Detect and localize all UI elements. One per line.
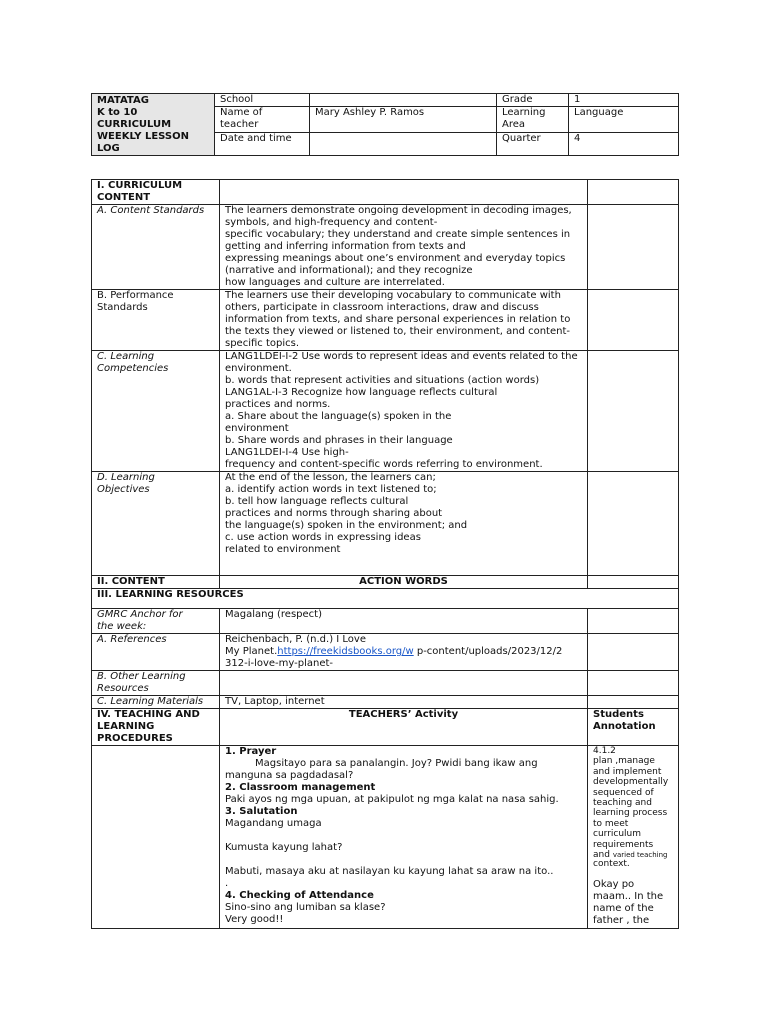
gmrc-value: Magalang (respect) <box>220 609 588 634</box>
curriculum-heading: I. CURRICULUM CONTENT <box>92 180 220 205</box>
teacher-value: Mary Ashley P. Ramos <box>310 107 497 133</box>
performance-standards-text: The learners use their developing vocabulary to communicate with others, participate in classroom interactions, draw and discuss information from texts, and share personal experiences in relation to the texts they viewed or listened to, their environment, and content- specific topics. <box>220 290 588 351</box>
resources-heading: III. LEARNING RESOURCES <box>92 589 679 609</box>
grade-label: Grade <box>497 94 569 107</box>
learning-area-value: Language <box>569 107 679 133</box>
objectives-label: D. Learning Objectives <box>92 472 220 576</box>
students-annotation-heading: Students Annotation <box>588 709 679 746</box>
content-heading: II. CONTENT <box>92 576 220 589</box>
content-value: ACTION WORDS <box>220 576 588 589</box>
school-label: School <box>215 94 310 107</box>
lesson-plan-table <box>91 179 679 929</box>
teacher-label: Name of teacher <box>215 107 310 133</box>
activity-text: 1. Prayer Magsitayo para sa panalangin. Joy? Pwidi bang ikaw ang manguna sa pagdadasal? 2. Classroom management Paki ayos ng mga upuan, at pakipulot ng mga kalat na nasa sahig. 3. Salutation Magandang umaga Kumusta kayung lahat? Mabuti, masaya aku at nasilayan ku kayung lahat sa araw na ito.. . 4. Checking of Attendance Sino-sino ang lumiban sa klase? Very good!! <box>220 746 588 929</box>
learning-area-label: Learning Area <box>497 107 569 133</box>
materials-value: TV, Laptop, internet <box>220 696 588 709</box>
reference-link[interactable]: https://freekidsbooks.org/w <box>277 646 414 657</box>
performance-standards-label: B. Performance Standards <box>92 290 220 351</box>
teachers-activity-heading: TEACHERS’ Activity <box>220 709 588 746</box>
grade-value: 1 <box>569 94 679 107</box>
log-title: MATATAG K to 10 CURRICULUM WEEKLY LESSON LOG <box>92 94 215 156</box>
objectives-text: At the end of the lesson, the learners can; a. identify action words in text listened to; b. tell how language reflects cultural practices and norms through sharing about the language(s) spoken in the environment; and c. use action words in expressing ideas related to environment <box>220 472 588 576</box>
competencies-text: LANG1LDEI-I-2 Use words to represent ideas and events related to the environment. b. words that represent activities and situations (action words) LANG1AL-I-3 Recognize how language reflects cultural practices and norms. a. Share about the language(s) spoken in the environment b. Share words and phrases in their language LANG1LDEI-I-4 Use high- frequency and content-specific words referring to environment. <box>220 351 588 472</box>
content-standards-label: A. Content Standards <box>92 205 220 290</box>
references-text: Reichenbach, P. (n.d.) I Love My Planet.https://freekidsbooks.org/w p-content/uploads/2023/12/2 312-i-love-my-planet- <box>220 634 588 671</box>
datetime-value <box>310 133 497 156</box>
quarter-value: 4 <box>569 133 679 156</box>
header-table <box>91 93 679 156</box>
other-resources-label: B. Other Learning Resources <box>92 671 220 696</box>
annotation-text: 4.1.2 plan ,manage and implement developmentally sequenced of teaching and learning process to meet curriculum requirements and varied teaching context. Okay po maam.. In the name of the father , the <box>588 746 679 929</box>
content-standards-text: The learners demonstrate ongoing development in decoding images, symbols, and high-frequency and content- specific vocabulary; they understand and create simple sentences in getting and inferring information from texts and expressing meanings about one’s environment and everyday topics (narrative and informational); and they recognize how languages and culture are interrelated. <box>220 205 588 290</box>
datetime-label: Date and time <box>215 133 310 156</box>
quarter-label: Quarter <box>497 133 569 156</box>
procedures-heading: IV. TEACHING AND LEARNING PROCEDURES <box>92 709 220 746</box>
school-value <box>310 94 497 107</box>
competencies-label: C. Learning Competencies <box>92 351 220 472</box>
gmrc-label: GMRC Anchor for the week: <box>92 609 220 634</box>
references-label: A. References <box>92 634 220 671</box>
materials-label: C. Learning Materials <box>92 696 220 709</box>
